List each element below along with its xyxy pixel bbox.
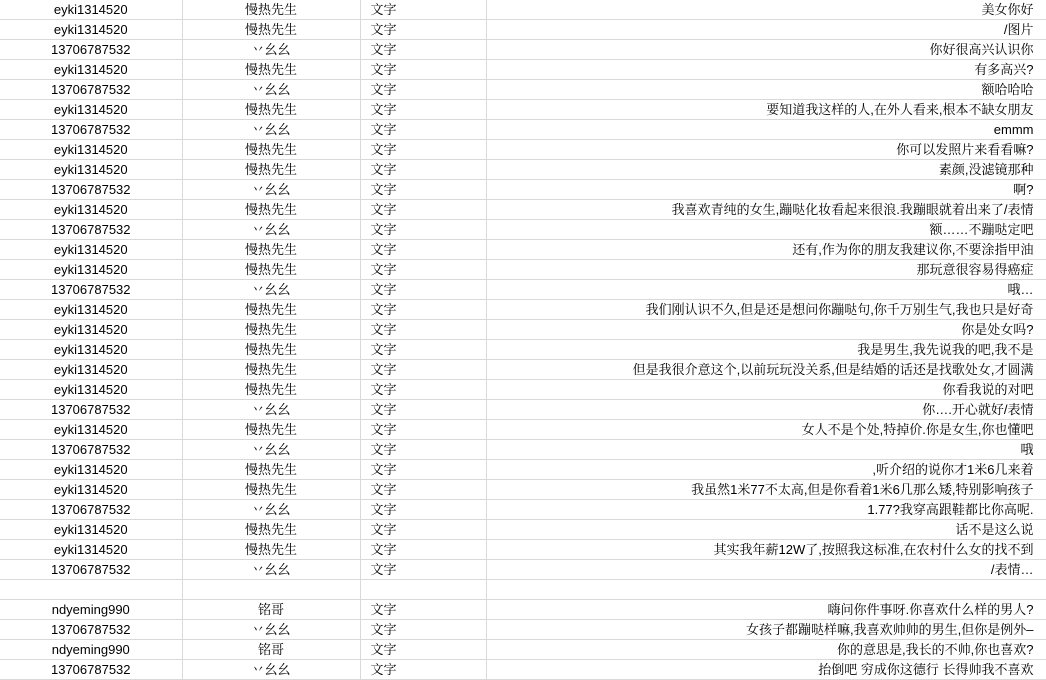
cell-nickname[interactable]: 铭哥 bbox=[182, 600, 360, 620]
table-row[interactable] bbox=[0, 300, 1046, 320]
cell-account[interactable]: eyki1314520 bbox=[0, 240, 182, 260]
cell-account[interactable]: eyki1314520 bbox=[0, 60, 182, 80]
cell-nickname[interactable]: 慢热先生 bbox=[182, 460, 360, 480]
cell-message[interactable]: 你是处女吗? bbox=[486, 320, 1046, 340]
cell-message[interactable]: 你好很高兴认识你 bbox=[486, 40, 1046, 60]
cell-type[interactable]: 文字 bbox=[360, 360, 486, 380]
table-row[interactable] bbox=[0, 520, 1046, 540]
cell-nickname[interactable]: 慢热先生 bbox=[182, 240, 360, 260]
cell-type[interactable]: 文字 bbox=[360, 60, 486, 80]
cell-type[interactable]: 文字 bbox=[360, 260, 486, 280]
cell-nickname[interactable]: 慢热先生 bbox=[182, 260, 360, 280]
cell-message[interactable]: emmm bbox=[486, 120, 1046, 140]
cell-message[interactable]: 你….开心就好/表情 bbox=[486, 400, 1046, 420]
cell-type[interactable]: 文字 bbox=[360, 40, 486, 60]
cell-type[interactable]: 文字 bbox=[360, 400, 486, 420]
cell-nickname[interactable]: 丷幺幺 bbox=[182, 180, 360, 200]
table-row[interactable] bbox=[0, 640, 1046, 660]
table-row[interactable] bbox=[0, 160, 1046, 180]
table-row[interactable] bbox=[0, 600, 1046, 620]
cell-message[interactable] bbox=[486, 580, 1046, 600]
cell-account[interactable]: 13706787532 bbox=[0, 500, 182, 520]
cell-nickname[interactable]: 丷幺幺 bbox=[182, 280, 360, 300]
cell-account[interactable]: eyki1314520 bbox=[0, 340, 182, 360]
table-row[interactable] bbox=[0, 140, 1046, 160]
table-row[interactable] bbox=[0, 260, 1046, 280]
cell-message[interactable]: 有多高兴? bbox=[486, 60, 1046, 80]
table-row[interactable] bbox=[0, 0, 1046, 20]
table-row[interactable] bbox=[0, 360, 1046, 380]
cell-account[interactable]: eyki1314520 bbox=[0, 380, 182, 400]
table-row[interactable] bbox=[0, 400, 1046, 420]
cell-type[interactable]: 文字 bbox=[360, 140, 486, 160]
table-row[interactable] bbox=[0, 620, 1046, 640]
cell-account[interactable]: eyki1314520 bbox=[0, 360, 182, 380]
cell-message[interactable]: 哦… bbox=[486, 280, 1046, 300]
cell-type[interactable]: 文字 bbox=[360, 460, 486, 480]
cell-account[interactable]: eyki1314520 bbox=[0, 540, 182, 560]
cell-message[interactable]: 抬倒吧 穷成你这德行 长得帅我不喜欢 bbox=[486, 660, 1046, 680]
table-row[interactable] bbox=[0, 180, 1046, 200]
cell-account[interactable]: 13706787532 bbox=[0, 620, 182, 640]
cell-type[interactable]: 文字 bbox=[360, 160, 486, 180]
cell-account[interactable]: 13706787532 bbox=[0, 80, 182, 100]
cell-type[interactable]: 文字 bbox=[360, 500, 486, 520]
cell-account[interactable]: ndyeming990 bbox=[0, 600, 182, 620]
cell-account[interactable]: 13706787532 bbox=[0, 440, 182, 460]
cell-nickname[interactable]: 慢热先生 bbox=[182, 380, 360, 400]
cell-type[interactable] bbox=[360, 580, 486, 600]
cell-type[interactable]: 文字 bbox=[360, 380, 486, 400]
cell-message[interactable]: 额……不蹦哒定吧 bbox=[486, 220, 1046, 240]
cell-message[interactable]: 我是男生,我先说我的吧,我不是 bbox=[486, 340, 1046, 360]
cell-nickname[interactable]: 丷幺幺 bbox=[182, 80, 360, 100]
table-row[interactable] bbox=[0, 580, 1046, 600]
cell-account[interactable]: 13706787532 bbox=[0, 40, 182, 60]
cell-nickname[interactable]: 丷幺幺 bbox=[182, 660, 360, 680]
cell-account[interactable]: 13706787532 bbox=[0, 660, 182, 680]
cell-type[interactable]: 文字 bbox=[360, 280, 486, 300]
cell-message[interactable]: 你看我说的对吧 bbox=[486, 380, 1046, 400]
cell-message[interactable]: 女孩子都蹦哒样嘛,我喜欢帅帅的男生,但你是例外– bbox=[486, 620, 1046, 640]
table-row[interactable] bbox=[0, 240, 1046, 260]
cell-account[interactable]: eyki1314520 bbox=[0, 300, 182, 320]
cell-message[interactable]: 1.77?我穿高跟鞋都比你高呢. bbox=[486, 500, 1046, 520]
cell-type[interactable]: 文字 bbox=[360, 100, 486, 120]
cell-account[interactable]: 13706787532 bbox=[0, 180, 182, 200]
cell-message[interactable]: 嗨问你件事呀.你喜欢什么样的男人? bbox=[486, 600, 1046, 620]
cell-account[interactable]: eyki1314520 bbox=[0, 480, 182, 500]
cell-nickname[interactable]: 慢热先生 bbox=[182, 420, 360, 440]
cell-message[interactable]: 我虽然1米77不太高,但是你看着1米6几那么矮,特别影响孩子 bbox=[486, 480, 1046, 500]
cell-message[interactable]: 但是我很介意这个,以前玩玩没关系,但是结婚的话还是找歌处女,才圆满 bbox=[486, 360, 1046, 380]
cell-nickname[interactable]: 慢热先生 bbox=[182, 160, 360, 180]
cell-nickname[interactable]: 慢热先生 bbox=[182, 140, 360, 160]
table-row[interactable] bbox=[0, 540, 1046, 560]
table-row[interactable] bbox=[0, 500, 1046, 520]
table-row[interactable] bbox=[0, 20, 1046, 40]
cell-message[interactable]: 素颜,没滤镜那种 bbox=[486, 160, 1046, 180]
cell-type[interactable]: 文字 bbox=[360, 0, 486, 20]
cell-message[interactable]: 话不是这么说 bbox=[486, 520, 1046, 540]
table-row[interactable] bbox=[0, 380, 1046, 400]
cell-type[interactable]: 文字 bbox=[360, 540, 486, 560]
cell-nickname[interactable]: 慢热先生 bbox=[182, 60, 360, 80]
cell-nickname[interactable]: 铭哥 bbox=[182, 640, 360, 660]
cell-message[interactable]: 还有,作为你的朋友我建议你,不要涂指甲油 bbox=[486, 240, 1046, 260]
table-row[interactable] bbox=[0, 440, 1046, 460]
cell-account[interactable]: 13706787532 bbox=[0, 400, 182, 420]
cell-account[interactable]: eyki1314520 bbox=[0, 460, 182, 480]
cell-account[interactable]: 13706787532 bbox=[0, 120, 182, 140]
cell-account[interactable]: 13706787532 bbox=[0, 220, 182, 240]
cell-nickname[interactable]: 慢热先生 bbox=[182, 0, 360, 20]
cell-message[interactable]: 女人不是个处,特掉价.你是女生,你也懂吧 bbox=[486, 420, 1046, 440]
cell-nickname[interactable]: 慢热先生 bbox=[182, 320, 360, 340]
cell-account[interactable]: eyki1314520 bbox=[0, 0, 182, 20]
cell-account[interactable]: eyki1314520 bbox=[0, 140, 182, 160]
cell-nickname[interactable]: 慢热先生 bbox=[182, 520, 360, 540]
table-row[interactable] bbox=[0, 340, 1046, 360]
cell-message[interactable]: 你的意思是,我长的不帅,你也喜欢? bbox=[486, 640, 1046, 660]
cell-nickname[interactable]: 丷幺幺 bbox=[182, 120, 360, 140]
cell-type[interactable]: 文字 bbox=[360, 20, 486, 40]
cell-type[interactable]: 文字 bbox=[360, 120, 486, 140]
cell-account[interactable] bbox=[0, 580, 182, 600]
cell-type[interactable]: 文字 bbox=[360, 200, 486, 220]
cell-account[interactable]: eyki1314520 bbox=[0, 160, 182, 180]
cell-message[interactable]: 你可以发照片来看看嘛? bbox=[486, 140, 1046, 160]
cell-nickname[interactable]: 丷幺幺 bbox=[182, 400, 360, 420]
cell-message[interactable]: 额哈哈哈 bbox=[486, 80, 1046, 100]
cell-type[interactable]: 文字 bbox=[360, 240, 486, 260]
table-row[interactable] bbox=[0, 560, 1046, 580]
cell-type[interactable]: 文字 bbox=[360, 300, 486, 320]
table-row[interactable] bbox=[0, 420, 1046, 440]
table-row[interactable] bbox=[0, 220, 1046, 240]
cell-nickname[interactable]: 丷幺幺 bbox=[182, 560, 360, 580]
cell-nickname[interactable]: 慢热先生 bbox=[182, 540, 360, 560]
cell-account[interactable]: 13706787532 bbox=[0, 560, 182, 580]
cell-message[interactable]: 哦 bbox=[486, 440, 1046, 460]
table-row[interactable] bbox=[0, 60, 1046, 80]
table-row[interactable] bbox=[0, 480, 1046, 500]
cell-nickname[interactable]: 慢热先生 bbox=[182, 300, 360, 320]
cell-message[interactable]: 要知道我这样的人,在外人看来,根本不缺女朋友 bbox=[486, 100, 1046, 120]
cell-nickname[interactable]: 慢热先生 bbox=[182, 200, 360, 220]
cell-account[interactable]: 13706787532 bbox=[0, 280, 182, 300]
cell-type[interactable]: 文字 bbox=[360, 480, 486, 500]
table-row[interactable] bbox=[0, 200, 1046, 220]
cell-nickname[interactable]: 丷幺幺 bbox=[182, 500, 360, 520]
cell-type[interactable]: 文字 bbox=[360, 420, 486, 440]
cell-type[interactable]: 文字 bbox=[360, 440, 486, 460]
table-row[interactable] bbox=[0, 320, 1046, 340]
cell-type[interactable]: 文字 bbox=[360, 180, 486, 200]
cell-type[interactable]: 文字 bbox=[360, 640, 486, 660]
cell-nickname[interactable]: 丷幺幺 bbox=[182, 40, 360, 60]
table-row[interactable] bbox=[0, 660, 1046, 680]
cell-nickname[interactable]: 慢热先生 bbox=[182, 100, 360, 120]
table-row[interactable] bbox=[0, 40, 1046, 60]
cell-nickname[interactable]: 慢热先生 bbox=[182, 360, 360, 380]
cell-account[interactable]: eyki1314520 bbox=[0, 520, 182, 540]
cell-account[interactable]: eyki1314520 bbox=[0, 260, 182, 280]
cell-nickname[interactable]: 丷幺幺 bbox=[182, 220, 360, 240]
table-row[interactable] bbox=[0, 460, 1046, 480]
cell-message[interactable]: 其实我年薪12W了,按照我这标准,在农村什么女的找不到 bbox=[486, 540, 1046, 560]
cell-account[interactable]: eyki1314520 bbox=[0, 100, 182, 120]
cell-message[interactable]: 我们刚认识不久,但是还是想问你蹦哒句,你千万别生气,我也只是好奇 bbox=[486, 300, 1046, 320]
cell-nickname[interactable]: 慢热先生 bbox=[182, 480, 360, 500]
cell-account[interactable]: eyki1314520 bbox=[0, 20, 182, 40]
cell-message[interactable]: /图片 bbox=[486, 20, 1046, 40]
cell-account[interactable]: eyki1314520 bbox=[0, 420, 182, 440]
cell-message[interactable]: 我喜欢青纯的女生,蹦哒化妆看起来很浪.我蹦眼就着出来了/表情 bbox=[486, 200, 1046, 220]
cell-type[interactable]: 文字 bbox=[360, 560, 486, 580]
cell-account[interactable]: eyki1314520 bbox=[0, 200, 182, 220]
cell-account[interactable]: eyki1314520 bbox=[0, 320, 182, 340]
cell-nickname[interactable] bbox=[182, 580, 360, 600]
cell-type[interactable]: 文字 bbox=[360, 600, 486, 620]
cell-message[interactable]: ,听介绍的说你才1米6几来着 bbox=[486, 460, 1046, 480]
cell-account[interactable]: ndyeming990 bbox=[0, 640, 182, 660]
cell-type[interactable]: 文字 bbox=[360, 660, 486, 680]
cell-type[interactable]: 文字 bbox=[360, 620, 486, 640]
cell-message[interactable]: 美女你好 bbox=[486, 0, 1046, 20]
table-row[interactable] bbox=[0, 280, 1046, 300]
cell-type[interactable]: 文字 bbox=[360, 220, 486, 240]
table-row[interactable] bbox=[0, 100, 1046, 120]
cell-nickname[interactable]: 慢热先生 bbox=[182, 20, 360, 40]
cell-type[interactable]: 文字 bbox=[360, 80, 486, 100]
cell-nickname[interactable]: 丷幺幺 bbox=[182, 440, 360, 460]
cell-nickname[interactable]: 慢热先生 bbox=[182, 340, 360, 360]
cell-message[interactable]: 那玩意很容易得癌症 bbox=[486, 260, 1046, 280]
cell-message[interactable]: /表情… bbox=[486, 560, 1046, 580]
cell-type[interactable]: 文字 bbox=[360, 320, 486, 340]
cell-type[interactable]: 文字 bbox=[360, 520, 486, 540]
cell-nickname[interactable]: 丷幺幺 bbox=[182, 620, 360, 640]
cell-type[interactable]: 文字 bbox=[360, 340, 486, 360]
table-row[interactable] bbox=[0, 120, 1046, 140]
cell-message[interactable]: 啊? bbox=[486, 180, 1046, 200]
table-row[interactable] bbox=[0, 80, 1046, 100]
